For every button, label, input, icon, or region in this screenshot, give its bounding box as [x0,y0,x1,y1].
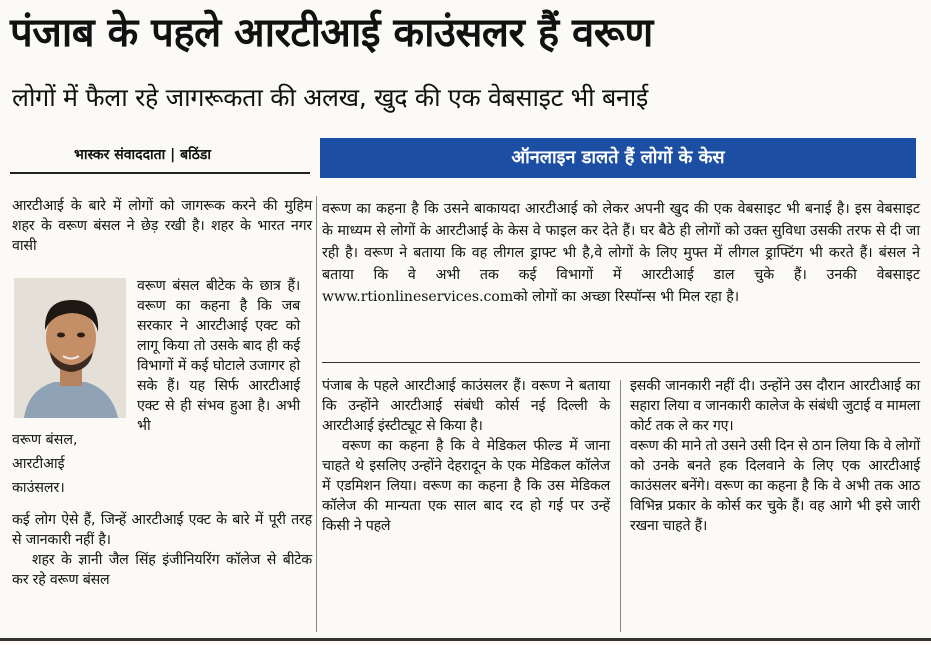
upper-text-block [322,198,920,308]
column-separator-left [316,196,317,632]
byline: भास्कर संवाददाता | बठिंडा [74,147,211,163]
person-photo [14,278,126,418]
caption-title: आरटीआई [12,456,65,472]
portrait-image [14,278,126,418]
left-bottom-text-2: शहर के ज्ञानी जैल सिंह इंजीनियरिंग कॉलेज से बीटेक कर रहे वरूण बंसल [12,552,312,588]
bottom-rule [0,638,931,641]
left-column-wrap [137,276,300,436]
middle-paragraph-2: वरूण का कहना है कि वे मेडिकल फील्ड में जाना चाहते थे इसलिए उन्होंने देहरादून के एक मेडिकल कॉलेज में एडमिशन लिया। वरूण का कहना है कि उस मेडिकल कॉलेज की मान्यता एक साल बाद रद हो गई पर उन्हें किसी ने पहले [322,438,610,534]
middle-column [322,376,610,536]
middle-paragraph-1: पंजाब के पहले आरटीआई काउंसलर हैं। वरूण ने बताया कि उन्होंने आरटीआई संबंधी कोर्स नई दिल्ली के आरटीआई इंस्टीट्यूट से किया है। [322,378,610,434]
upper-text-part1: वरूण का कहना है कि उसने बाकायदा आरटीआई को लेकर अपनी खुद की एक वेबसाइट भी बनाई है। इस वेबसाइट के माध्यम से लोगों के आरटीआई के केस वे फाइल कर देते हैं। घर बैठे ही लोगों को उक्त सुविधा उसकी तरफ से दी जा रही है। वरूण ने बताया कि वह लीगल ड्राफ्ट भी है,वे लोगों के लिए मुफ्त में लीगल ड्राफ्टिंग भी करते हैं। बंसल ने बताया कि वे अभी तक कई विभागों में आरटीआई डाल चुके हैं। उनकी वेबसाइट [322,201,920,283]
caption-role: काउंसलर। [12,480,65,496]
photo-caption [12,428,132,500]
column-separator-right [620,380,621,632]
website-url: www.rtionlineservices.com [322,289,514,305]
left-column-bottom [12,510,312,590]
caption-name: वरूण बंसल, [12,432,78,448]
right-paragraph-1: इसकी जानकारी नहीं दी। उन्होंने उस दौरान आरटीआई का सहारा लिया व जानकारी कालेज के संबंधी जुटाई व मामला कोर्ट तक ले कर गए। [630,378,920,434]
right-paragraph-2: वरूण की माने तो उसने उसी दिन से ठान लिया कि वे लोगों को उनके बनते हक दिलवाने के लिए एक आरटीआई काउंसलर बनेंगे। वरूण का कहना है कि वे अभी तक आठ विभिन्न प्रकार के कोर्स कर चुके हैं। वह आगे भी इसे जारी रखना चाहते हैं। [630,438,921,534]
left-wrap-text: वरूण बंसल बीटेक के छात्र हैं। वरूण का कहना है कि जब सरकार ने आरटीआई एक्ट को लागू किया तो उसके बाद ही कई विभागों में कई घोटाले उजागर हो सके हैं। यह सिर्फ आरटीआई एक्ट से ही संभव हुआ है। अभी भी [137,278,300,434]
headline: पंजाब के पहले आरटीआई काउंसलर हैं वरूण [10,10,653,56]
section-banner: ऑनलाइन डालते हैं लोगों के केस [320,138,916,178]
left-intro-text: आरटीआई के बारे में लोगों को जागरूक करने की मुहिम शहर के वरूण बंसल ने छेड़ रखी है। शहर के भारत नगर वासी [12,198,312,254]
left-bottom-text-1: कई लोग ऐसे हैं, जिन्हें आरटीआई एक्ट के बारे में पूरी तरह से जानकारी नहीं है। [12,512,312,548]
right-column [630,376,920,536]
left-column-intro [12,196,312,256]
subheadline: लोगों में फैला रहे जागरूकता की अलख, खुद की एक वेबसाइट भी बनाई [12,83,648,112]
section-divider [322,362,920,363]
byline-rule [10,172,310,174]
upper-text-part2: को लोगों का अच्छा रिस्पॉन्स भी मिल रहा है। [513,289,740,305]
